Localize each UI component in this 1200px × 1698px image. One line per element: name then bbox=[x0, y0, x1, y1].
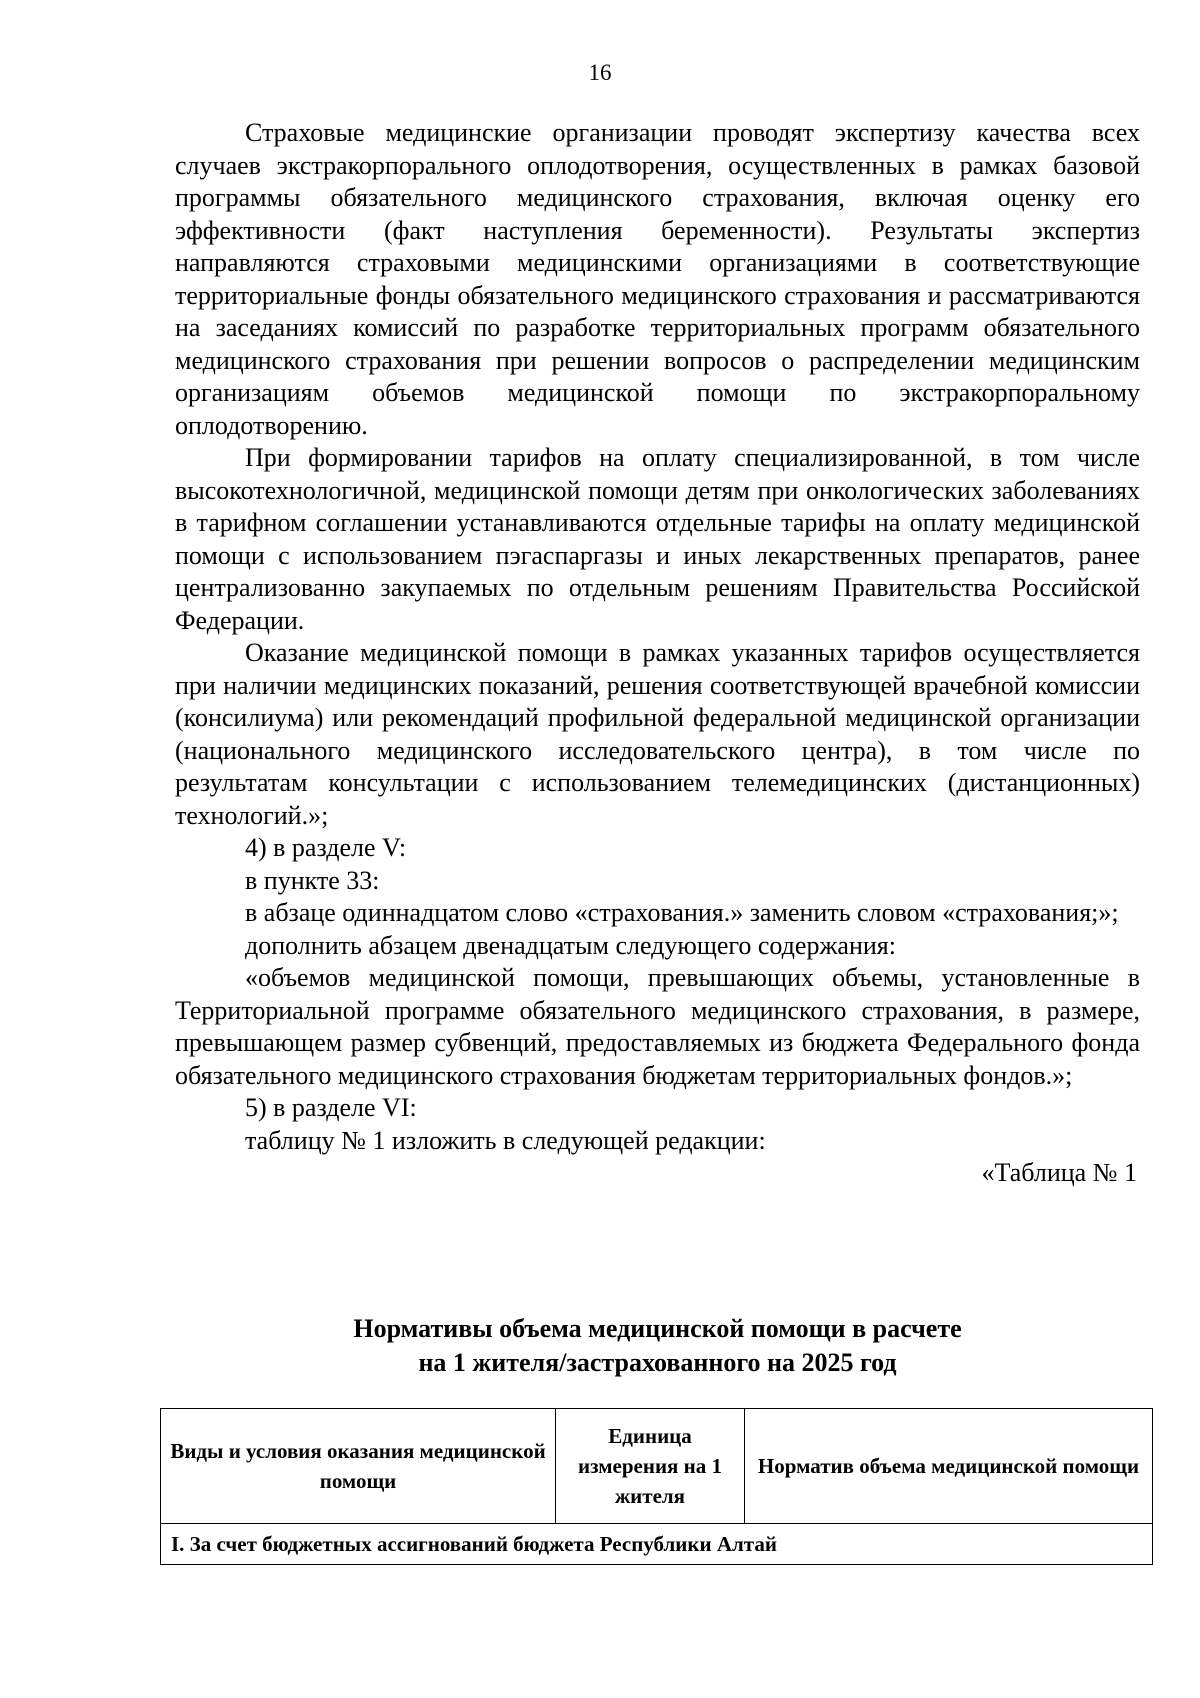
paragraph: в пункте 33: bbox=[245, 865, 380, 895]
table-title bbox=[175, 1312, 1140, 1380]
paragraph: дополнить абзацем двенадцатым следующего содержания: bbox=[245, 930, 896, 960]
paragraph: При формировании тарифов на оплату специализированной, в том числе высокотехнологичной, медицинской помощи детям при онкологических заболеваниях в тарифном соглашении устанавливаются отдельные тарифы на оплату медицинской помощи с использованием пэгаспаргазы и иных лекарственных препаратов, ранее централизованно закупаемых по отдельным решениям Правительства Российской Федерации. bbox=[175, 443, 1140, 635]
table-section-row: I. За счет бюджетных ассигнований бюджета Республики Алтай bbox=[161, 1524, 1153, 1565]
column-header-type: Виды и условия оказания медицинской помощи bbox=[161, 1409, 556, 1524]
norms-table bbox=[160, 1408, 1153, 1565]
table-row bbox=[161, 1524, 1153, 1565]
paragraph: 4) в разделе V: bbox=[245, 833, 407, 862]
paragraph: 5) в разделе VI: bbox=[245, 1093, 417, 1122]
paragraph: таблицу № 1 изложить в следующей редакции: bbox=[245, 1125, 766, 1155]
table-header-row bbox=[161, 1409, 1153, 1524]
paragraph: в абзаце одиннадцатом слово «страхования.» заменить словом «страхования;»; bbox=[245, 898, 1119, 927]
paragraph: «объемов медицинской помощи, превышающих объемы, установленные в Территориальной программе обязательного медицинского страхования, в размере, превышающем размер субвенций, предоставляемых из бюджета Федерального фонда обязательного медицинского страхования бюджетам территориальных фондов.»; bbox=[175, 963, 1140, 1090]
table-title-line-2: на 1 жителя/застрахованного на 2025 год bbox=[418, 1348, 897, 1377]
column-header-norm: Норматив объема медицинской помощи bbox=[745, 1409, 1153, 1524]
paragraph: Страховые медицинские организации проводят экспертизу качества всех случаев экстракорпорального оплодотворения, осуществленных в рамках базовой программы обязательного медицинского страхования, включая оценку его эффективности (факт наступления беременности). Результаты экспертиз направляются страховыми медицинскими организациями в соответствующие территориальные фонды обязательного медицинского страхования и рассматриваются на заседаниях комиссий по разработке территориальных программ обязательного медицинского страхования при решении вопросов о распределении медицинским организациям объемов медицинской помощи по экстракорпоральному оплодотворению. bbox=[175, 118, 1140, 440]
document-body bbox=[175, 117, 1140, 1190]
column-header-unit: Единица измерения на 1 жителя bbox=[556, 1409, 745, 1524]
table-title-line-1: Нормативы объема медицинской помощи в расчете bbox=[353, 1314, 962, 1343]
table-caption: «Таблица № 1 bbox=[981, 1158, 1137, 1187]
paragraph: Оказание медицинской помощи в рамках указанных тарифов осуществляется при наличии медицинских показаний, решения соответствующей врачебной комиссии (консилиума) или рекомендаций профильной федеральной медицинской организации (национального медицинского исследовательского центра), в том числе по результатам консультации с использованием телемедицинских (дистанционных) технологий.»; bbox=[175, 638, 1140, 830]
page-number: 16 bbox=[588, 60, 612, 85]
